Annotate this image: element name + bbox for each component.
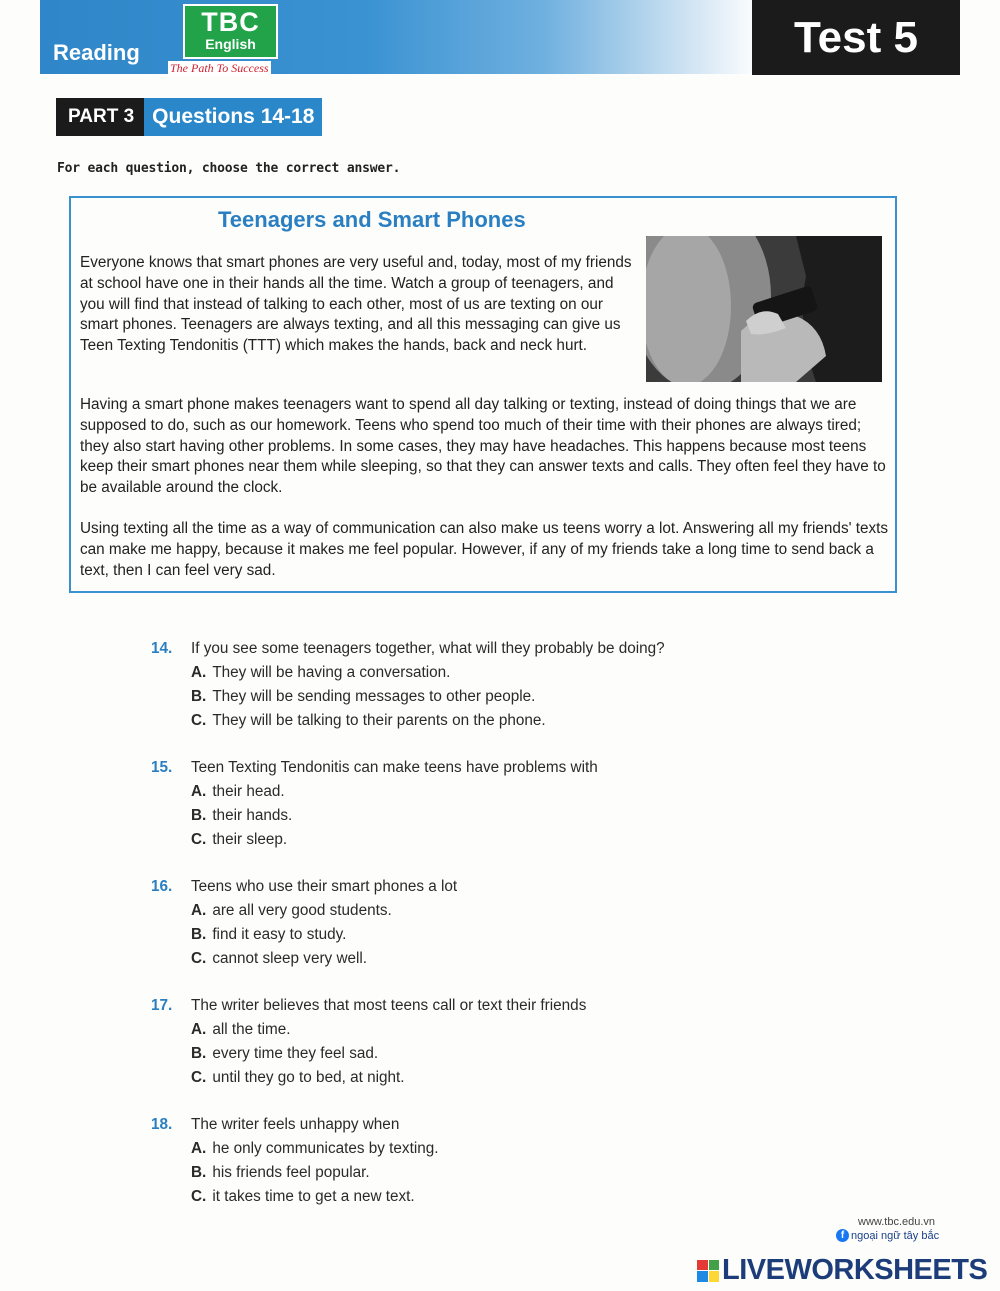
option-letter: B. [191,1045,207,1062]
option-text: their head. [212,783,285,800]
option-text: their sleep. [212,831,288,848]
passage-paragraph: Having a smart phone makes teenagers want to spend all day talking or texting, instead of doing things that we are supposed to do, such as our homework. Teens who spend too much of their time with their phones are always tired; they also start having other problems. In some cases, they may have headaches. This happens because most teens keep their smart phones near them while sleeping, so that they can answer texts and calls. They often feel they have to be available around the clock. [80,396,886,497]
logo-sub-text: English [205,36,256,52]
option-text: every time they feel sad. [212,1045,379,1062]
option-text: are all very good students. [212,902,392,919]
option-letter: B. [191,926,207,943]
facebook-label: ngoại ngữ tây bắc [851,1229,940,1242]
option-text: They will be having a conversation. [212,664,451,681]
option-text: he only communicates by texting. [212,1140,439,1157]
logo-main-text: TBC [201,7,260,37]
answer-option[interactable] [191,1164,370,1182]
option-text: find it easy to study. [212,926,347,943]
test-title: Test 5 [752,0,960,75]
question-number: 18. [151,1116,173,1133]
liveworksheets-watermark [697,1254,987,1287]
option-letter: A. [191,1140,207,1157]
question-stem: If you see some teenagers together, what will they probably be doing? [191,640,665,657]
passage-paragraph: Everyone knows that smart phones are very useful and, today, most of my friends at school have one in their hands all the time. Watch a group of teenagers, and you will find that instead of talking to each other, most of us are texting on our smart phones. Teenagers are always texting, and all this messaging can give us Teen Texting Tendonitis (TTT) which makes the hands, back and neck hurt. [80,254,632,355]
option-text: cannot sleep very well. [212,950,368,967]
liveworksheets-logo-icon [697,1260,719,1282]
option-letter: C. [191,712,207,729]
option-letter: A. [191,902,207,919]
question-stem: Teens who use their smart phones a lot [191,878,458,895]
option-letter: C. [191,1188,207,1205]
answer-option[interactable] [191,807,292,825]
question-number: 14. [151,640,173,657]
answer-option[interactable] [191,688,535,706]
watermark-text: LIVEWORKSHEETS [722,1254,988,1286]
answer-option[interactable] [191,1140,438,1158]
question-number: 17. [151,997,173,1014]
facebook-icon: f [836,1229,849,1242]
answer-option[interactable] [191,783,285,801]
answer-option[interactable] [191,926,346,944]
option-letter: A. [191,1021,207,1038]
phone-hand-illustration [646,236,882,382]
option-text: They will be sending messages to other people. [212,688,536,705]
answer-option[interactable] [191,712,546,730]
question-stem: Teen Texting Tendonitis can make teens have problems with [191,759,598,776]
part-questions: Questions 14-18 [144,98,322,136]
website-link[interactable]: www.tbc.edu.vn [858,1216,936,1228]
answer-option[interactable] [191,1021,291,1039]
answer-option[interactable] [191,1045,378,1063]
option-letter: B. [191,1164,207,1181]
answer-option[interactable] [191,950,367,968]
option-text: his friends feel popular. [212,1164,370,1181]
tbc-logo [183,4,278,59]
answer-option[interactable] [191,1069,405,1087]
answer-option[interactable] [191,902,392,920]
option-letter: C. [191,1069,207,1086]
facebook-link[interactable] [836,1229,939,1242]
option-text: They will be talking to their parents on the phone. [212,712,546,729]
answer-option[interactable] [191,831,287,849]
option-letter: C. [191,831,207,848]
logo-tagline: The Path To Success [170,61,269,75]
header-band [40,0,760,74]
question-stem: The writer feels unhappy when [191,1116,400,1133]
option-text: all the time. [212,1021,291,1038]
passage-paragraph: Using texting all the time as a way of communication can also make us teens worry a lot. Answering all my friends' texts can make me happy, because it makes me feel popular. However, if any of my friends take a long time to send back a text, then I can feel very sad. [80,520,889,579]
option-letter: B. [191,807,207,824]
option-letter: B. [191,688,207,705]
passage-title: Teenagers and Smart Phones [218,207,526,232]
option-letter: A. [191,783,207,800]
option-letter: C. [191,950,207,967]
part-label: PART 3 [56,98,144,136]
answer-option[interactable] [191,1188,415,1206]
part-heading [56,98,322,136]
option-text: it takes time to get a new text. [212,1188,415,1205]
question-stem: The writer believes that most teens call or text their friends [191,997,587,1014]
instruction-text: For each question, choose the correct answer. [57,161,401,176]
option-text: until they go to bed, at night. [212,1069,405,1086]
section-label: Reading [53,40,140,65]
question-number: 16. [151,878,173,895]
question-number: 15. [151,759,173,776]
option-text: their hands. [212,807,293,824]
teen-phone-photo [646,236,882,382]
option-letter: A. [191,664,207,681]
answer-option[interactable] [191,664,450,682]
